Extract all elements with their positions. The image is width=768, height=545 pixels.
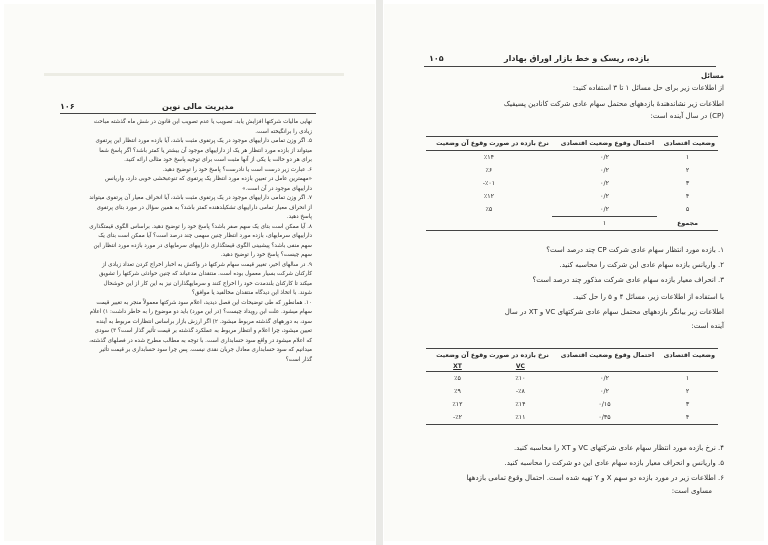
right-page [384,4,764,541]
paragraph: ۱۰. همانطور که طی توضیحات این فصل دیدید، اعلام سود شرکتها معمولاً منجر به تغییر قیمت سهام میشود. علت این رویداد چیست؟ (در این مورد) باید دو موضوع را به خاطر داشت: ۱) اعلام سود، به دورههای گذشته مربوط میشود. ۲) اگر ارزش بازار براساس انتظارات مربوط به آینده تعیین میشود، چرا اعلام و انتظار مربوط به عملکرد گذشته بر قیمت تأثیر گذار است؟ ۳) سودی که اعلام میشود در واقع سود حسابداری است. با توجه به مطالب مطرح شده در فصلهای گذشته، میدانیم که سود حسابداری معادل جریان نقدی نیست. پس چرا سود حسابداری بر قیمت تأثیر گذار است؟ [89,299,312,363]
table-row: ۱ ۰/۲ ٪۱۰ ٪۵ [454,375,690,382]
table-subheader-row [426,362,718,372]
question-3: ۳. انحراف معیار بازده سهام عادی شرکت مذکور چند درصد است؟ [532,276,724,284]
intro-text-2: با استفاده از اطلاعات زیر، مسائل ۴ و ۵ را حل کنید. [572,293,724,301]
sub-header-xt: XT [453,363,462,370]
returns-table-vc-xt [426,348,718,425]
intro-text: از اطلاعات زیر برای حل مسائل ۱ تا ۳ استفاده کنید: [572,84,724,92]
right-page-number: ۱۰۵ [429,54,444,63]
table-header: نرخ بازده در صورت وقوع آن وضعیت [426,137,552,151]
table-row: ۵ ۰/۲ ٪۵ [426,203,718,217]
question-1: ۱. بازده مورد انتظار سهام عادی شرکت CP چند درصد است؟ [546,246,724,254]
paragraph: نهایی مالیات شرکتها افزایش یابد. تصویب یا عدم تصویب این قانون در شش ماه گذشته مباحث زیادی را برانگیخته است. [93,119,312,135]
right-header-rule [424,66,716,67]
paragraph: ۷. اگر وزن تمامی داراییهای موجود در یک پرتفوی مثبت باشد، آیا انحراف معیار آن پرتفوی میتواند از انحراف معیار تمامی داراییهای تشکیلدهنده کمتر باشد؟ به همین سؤال در مورد بتای پرتفوی پاسخ دهید. [89,195,312,220]
left-running-head: مدیریت مالی نوین [162,102,234,111]
table-header: وضعیت اقتصادی [657,349,718,363]
left-page-number: ۱۰۶ [60,102,75,111]
table-row: ۳ ۰/۲ ٪۰۱- [482,180,690,187]
question-6: ۶. اطلاعات زیر در مورد بازده دو سهم X و Y تهیه شده است. احتمال وقوع تمامی بازدهها [466,474,724,482]
question-4: ۴. نرخ بازده مورد انتظار سهام عادی شرکتهای VC و XT را محاسبه کنید. [513,444,724,452]
table-total-row: مجموع ۱ [426,217,718,231]
table-header: احتمال وقوع وضعیت اقتصادی [552,137,657,151]
paragraph: ۹. در سالهای اخیر، تغییر قیمت سهام شرکتها در واکنش به اخبار اخراج کردن تعداد زیادی از کارکنان شرکت بسیار معمول بوده است. منتقدان مدعیاند که چنین حوادثی شرکتها را تشویق میکند تا کارکنان بلندمدت خود را اخراج کنند و سرمایهگذاران نیز به این کار از این خوشحال شوند. با اتخاذ این دیدگاه منتقدان مخالفید یا موافق؟ [99,261,312,296]
section-title: مسائل [701,72,724,80]
paragraph: ۶. عبارت زیر درست است یا نادرست؟ پاسخ خود را توضیح دهید. [162,166,312,173]
table-header: وضعیت اقتصادی [657,137,718,151]
paragraph: ۵. اگر وزن تمامی داراییهای موجود در یک پرتفوی مثبت باشد، آیا بازده مورد انتظار این پرتفوی میتواند از بازده مورد انتظار هر یک از داراییهای موجود آن بیشتر یا کمتر باشد؟ اگر پاسخ شما برای هر دو حالت یا یکی از آنها مثبت است برای توجیه پاسخ خود مثالی ارائه کنید. [95,138,312,163]
problem-text: آینده است: [691,322,724,330]
problem-text: (CP) در سال آینده است: [650,112,724,120]
faint-bleed-through [44,73,344,76]
problem-text: اطلاعات زیر نشاندهندهٔ بازدههای محتمل سهام عادی شرکت کانادین پسیفیک [503,100,724,108]
table-row: ۲ ۰/۲ ٪۸- ٪۹ [454,388,690,395]
left-body-text [88,118,312,365]
right-running-head: بازده، ریسک و خط بازار اوراق بهادار [504,54,650,63]
paragraph: ۸. آیا ممکن است بتای یک سهم صفر باشد؟ پاسخ خود را توضیح دهید. براساس الگوی قیمتگذاری داراییهای سرمایهای، بازده مورد انتظار چنین سهمی چند درصد است؟ آیا ممکن است بتای یک سهم منفی باشد؟ پیشبینی الگوی قیمتگذاری داراییهای سرمایهای در مورد بازده مورد انتظار این سهم چیست؟ پاسخ خود را توضیح دهید. [89,223,312,258]
table-row: ۴ ۰/۲ ٪۱۲ [483,193,690,200]
table-header: نرخ بازده در صورت وقوع آن وضعیت [426,349,552,363]
table-row: ۳ ۰/۱۵ ٪۱۴ ٪۱۲ [452,401,690,408]
book-gutter [376,0,383,545]
table-row: ۱ ۰/۲ ٪۱۴ [483,154,690,161]
left-header-rule [60,113,316,114]
table-row: ۴ ۰/۳۵ ٪۱۱ ٪۲- [426,411,718,425]
problem-text: اطلاعات زیر بیانگر بازدههای محتمل سهام عادی شرکتهای VC و XT در سال [504,308,724,316]
paragraph: «مهمترین عامل در تعیین بازده مورد انتظار یک پرتفوی که تنوعبخشی خوبی دارد، واریانس داراییهای موجود در آن است.» [104,176,312,192]
question-2: ۲. واریانس بازده سهام عادی این شرکت را محاسبه کنید. [559,261,724,269]
table-row: ۲ ۰/۲ ٪۶ [485,167,690,174]
sub-header-vc: VC [515,363,525,370]
returns-table-cp [426,136,718,231]
table-header: احتمال وقوع وضعیت اقتصادی [552,349,657,363]
question-6-cont: مساوی است: [671,487,712,495]
question-5: ۵. واریانس و انحراف معیار بازده سهام عادی این دو شرکت را محاسبه کنید. [504,459,724,467]
left-page [4,4,375,541]
